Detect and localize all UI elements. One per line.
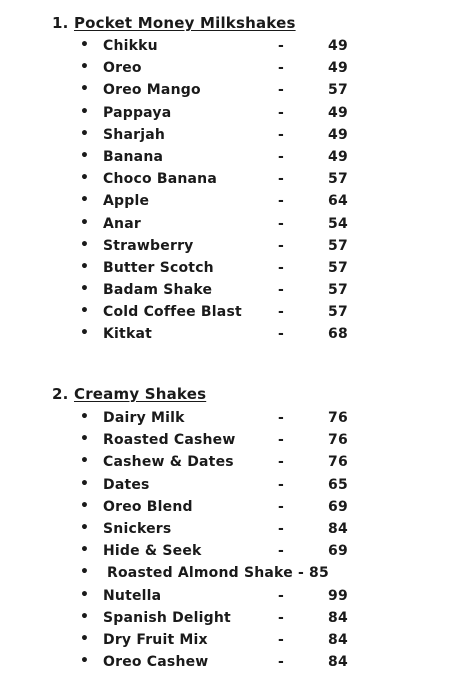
item-price: 49 [328,126,348,143]
item-name: Chikku [103,38,158,54]
menu-item [0,190,450,212]
menu-item [0,518,450,540]
menu-item [0,124,450,146]
item-price: 76 [328,410,348,426]
bullet-icon: • [80,630,90,647]
item-price: 49 [328,60,348,77]
item-separator: - [278,126,285,143]
item-name: Butter Scotch [103,259,214,276]
item-separator: - [278,410,285,426]
menu-item [0,607,450,629]
bullet-icon: • [80,325,90,342]
bullet-icon: • [80,608,90,625]
bullet-icon: • [80,586,90,603]
item-name: Pappaya [103,104,172,121]
item-separator: - [278,432,285,449]
menu-item [0,57,450,79]
menu-item [0,257,450,279]
item-price: 69 [328,543,348,560]
bullet-icon: • [80,103,90,120]
bullet-icon: • [80,147,90,164]
item-name: Sharjah [103,126,166,143]
bullet-icon: • [80,236,90,253]
item-separator: - [278,304,285,321]
item-name: Dry Fruit Mix [103,631,208,648]
item-separator: - [278,454,285,471]
item-separator: - [278,543,285,560]
bullet-icon: • [80,214,90,231]
menu-item [0,301,450,323]
menu-item [0,213,450,235]
item-name: Roasted Almond Shake - 85 [107,565,329,582]
item-price: 99 [328,587,348,604]
item-name: Badam Shake [103,282,213,299]
item-price: 69 [328,498,348,515]
item-separator: - [278,38,285,54]
menu-item [0,429,450,451]
bullet-icon: • [80,453,90,470]
item-separator: - [278,609,285,626]
item-price: 57 [328,259,348,276]
menu-item [0,474,450,496]
item-name: Cashew & Dates [103,454,234,471]
item-price: 49 [328,148,348,165]
item-separator: - [278,215,285,232]
item-price: 57 [328,82,348,99]
menu-item [0,407,450,429]
menu-list-pocket-money [0,35,450,346]
section-title [52,385,206,403]
bullet-icon: • [80,564,90,581]
item-price: 54 [328,215,348,232]
item-price: 84 [328,631,348,648]
bullet-icon: • [80,519,90,536]
bullet-icon: • [80,653,90,670]
item-price: 57 [328,171,348,188]
item-price: 76 [328,432,348,449]
item-separator: - [278,326,285,343]
item-price: 65 [328,476,348,493]
item-price: 84 [328,520,348,537]
item-price: 64 [328,193,348,210]
menu-item [0,279,450,301]
item-price: 57 [328,282,348,299]
menu-item [0,585,450,607]
section-title [52,14,296,32]
menu-item [0,323,450,345]
item-price: 68 [328,326,348,343]
menu-item [0,562,450,584]
item-name: Strawberry [103,237,194,254]
item-separator: - [278,237,285,254]
section-number: 1. [52,14,69,32]
item-name: Oreo Blend [103,498,193,515]
item-separator: - [278,282,285,299]
item-name: Oreo Mango [103,82,201,99]
menu-list-creamy-shakes [0,407,450,673]
menu-item [0,102,450,124]
item-separator: - [278,60,285,77]
item-separator: - [278,82,285,99]
bullet-icon: • [80,258,90,275]
menu-item [0,451,450,473]
item-separator: - [278,259,285,276]
item-price: 57 [328,237,348,254]
item-name: Dates [103,476,150,493]
item-separator: - [278,498,285,515]
menu-item [0,629,450,651]
bullet-icon: • [80,37,90,53]
item-name: Snickers [103,520,172,537]
section-title-text: Creamy Shakes [73,385,207,403]
item-separator: - [278,193,285,210]
item-price: 49 [328,38,348,54]
item-name: Dairy Milk [103,410,185,426]
item-price: 84 [328,609,348,626]
menu-item [0,496,450,518]
bullet-icon: • [80,475,90,492]
item-name: Apple [103,193,150,210]
item-name: Roasted Cashew [103,432,236,449]
item-name: Cold Coffee Blast [103,304,242,321]
bullet-icon: • [80,542,90,559]
bullet-icon: • [80,281,90,298]
item-name: Hide & Seek [103,543,202,560]
item-price: 49 [328,104,348,121]
menu-item [0,651,450,673]
item-separator: - [278,520,285,537]
bullet-icon: • [80,59,90,76]
item-separator: - [278,104,285,121]
bullet-icon: • [80,170,90,187]
bullet-icon: • [80,81,90,98]
bullet-icon: • [80,497,90,514]
menu-item [0,35,450,57]
item-price: 84 [328,654,348,671]
item-separator: - [278,476,285,493]
menu-item [0,235,450,257]
item-name: Anar [103,215,141,232]
item-separator: - [278,631,285,648]
bullet-icon: • [80,303,90,320]
item-name: Kitkat [103,326,152,343]
bullet-icon: • [80,192,90,209]
item-name: Choco Banana [103,171,217,188]
menu-item [0,146,450,168]
item-name: Oreo [103,60,142,77]
item-separator: - [278,148,285,165]
section-number: 2. [52,385,69,403]
item-separator: - [278,171,285,188]
section-title-text: Pocket Money Milkshakes [73,14,296,32]
item-price: 76 [328,454,348,471]
item-name: Banana [103,148,164,165]
item-separator: - [278,587,285,604]
item-price: 57 [328,304,348,321]
menu-item [0,79,450,101]
bullet-icon: • [80,409,90,425]
bullet-icon: • [80,431,90,448]
menu-item [0,540,450,562]
menu-item [0,168,450,190]
item-name: Spanish Delight [103,609,231,626]
item-name: Nutella [103,587,162,604]
item-separator: - [278,654,285,671]
bullet-icon: • [80,125,90,142]
item-name: Oreo Cashew [103,654,209,671]
